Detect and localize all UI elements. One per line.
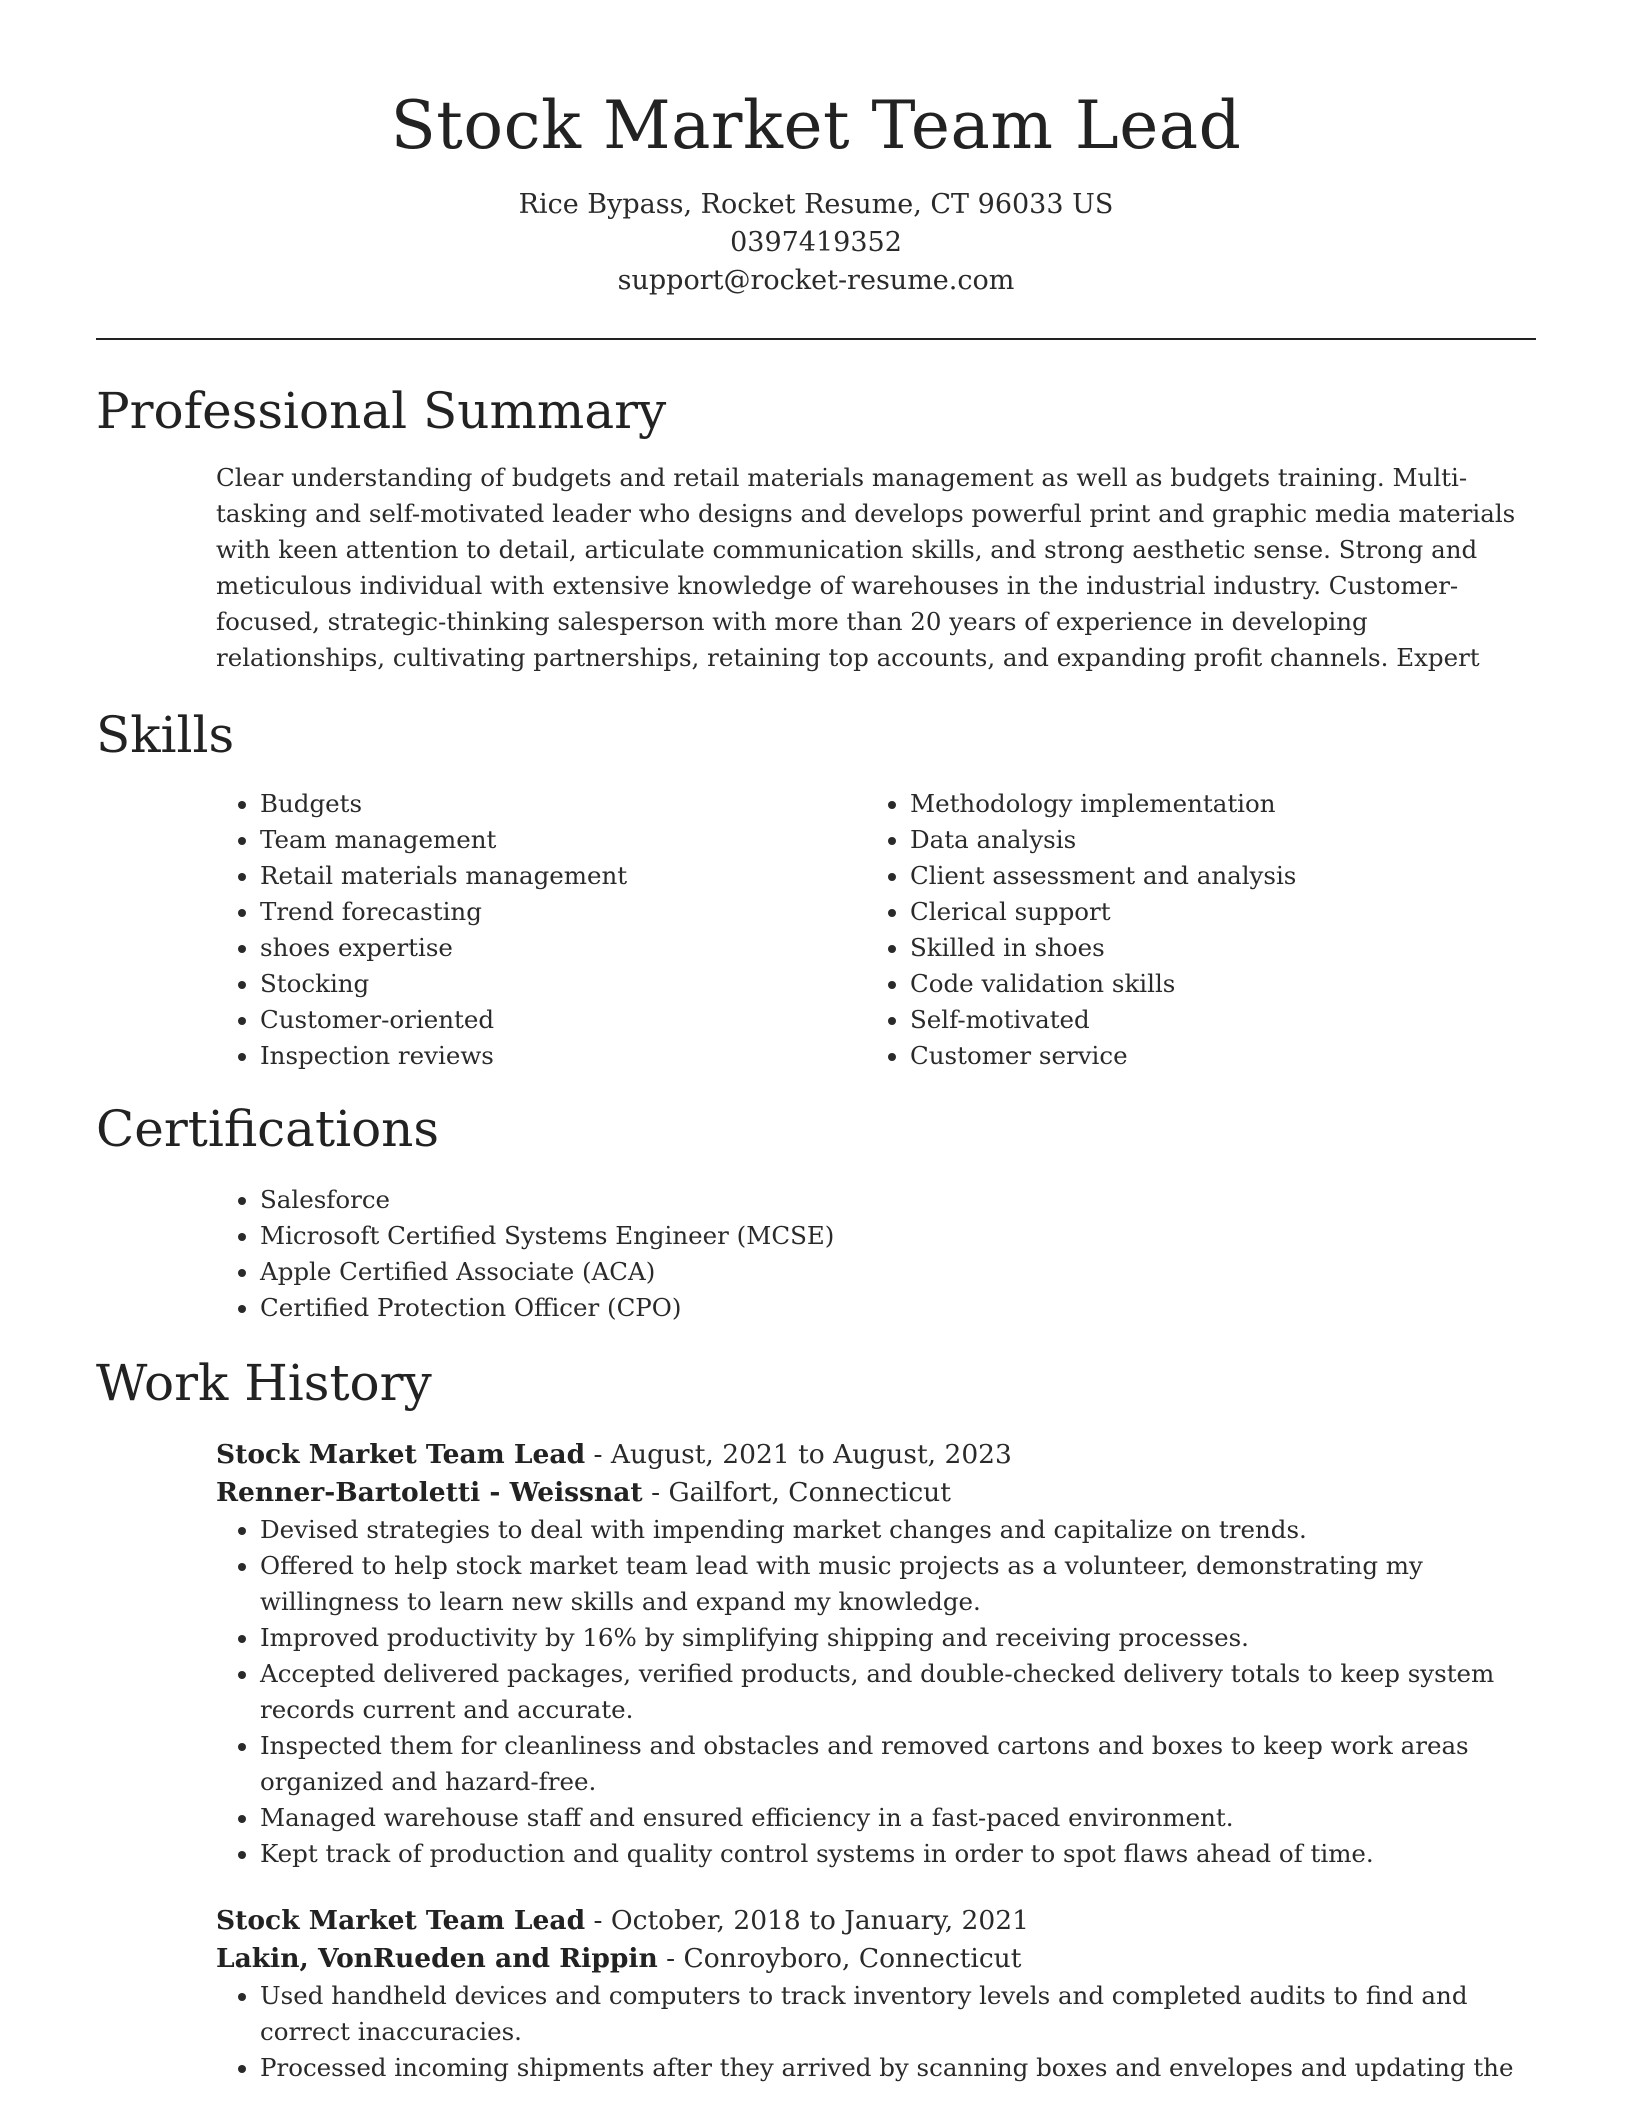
skill-item: • Code validation skills — [910, 966, 1516, 1002]
skill-item: • Stocking — [260, 966, 866, 1002]
job-duties — [216, 1512, 1536, 1872]
phone: 0397419352 — [730, 227, 902, 258]
contact-info — [96, 186, 1536, 300]
job-duty-item: • Kept track of production and quality control systems in order to spot flaws ahead of time. — [260, 1836, 1536, 1872]
certification-item: • Apple Certified Associate (ACA) — [260, 1254, 1536, 1290]
job-title-line — [216, 1436, 1536, 1474]
skills-column-right — [866, 786, 1516, 1074]
job-duty-item: • Improved productivity by 16% by simplifying shipping and receiving processes. — [260, 1620, 1536, 1656]
job-duty-item: • Inspected them for cleanliness and obstacles and removed cartons and boxes to keep work areas organized and hazard-free. — [260, 1728, 1536, 1800]
job-dates: - August, 2021 to August, 2023 — [585, 1439, 1012, 1470]
summary-heading: Professional Summary — [96, 382, 667, 440]
job-title-line — [216, 1902, 1536, 1940]
job-entry — [216, 1436, 1536, 1872]
skill-item: • shoes expertise — [260, 930, 866, 966]
job-company: Lakin, VonRueden and Rippin — [216, 1943, 658, 1974]
skills-column-left — [216, 786, 866, 1074]
skill-item: • Data analysis — [910, 822, 1516, 858]
job-role: Stock Market Team Lead — [216, 1439, 586, 1470]
certifications-heading: Certifications — [96, 1100, 440, 1158]
job-dates: - October, 2018 to January, 2021 — [585, 1905, 1029, 1936]
certification-item: • Microsoft Certified Systems Engineer (MCSE) — [260, 1218, 1536, 1254]
certifications-list — [216, 1182, 1536, 1326]
job-duty-item: • Processed incoming shipments after they arrived by scanning boxes and envelopes and updating the — [260, 2050, 1536, 2086]
skill-item: • Inspection reviews — [260, 1038, 866, 1074]
skill-item: • Skilled in shoes — [910, 930, 1516, 966]
skill-item: • Budgets — [260, 786, 866, 822]
job-duty-item: • Used handheld devices and computers to track inventory levels and completed audits to find and correct inaccuracies. — [260, 1978, 1536, 2050]
job-company-line — [216, 1474, 1536, 1512]
skill-item: • Methodology implementation — [910, 786, 1516, 822]
address: Rice Bypass, Rocket Resume, CT 96033 US — [518, 189, 1114, 220]
skill-item: • Self-motivated — [910, 1002, 1516, 1038]
skill-item: • Team management — [260, 822, 866, 858]
certification-item: • Salesforce — [260, 1182, 1536, 1218]
skills-list — [216, 786, 1536, 1074]
job-role: Stock Market Team Lead — [216, 1905, 586, 1936]
job-company-line — [216, 1940, 1536, 1978]
skill-item: • Retail materials management — [260, 858, 866, 894]
skill-item: • Client assessment and analysis — [910, 858, 1516, 894]
skill-item: • Customer service — [910, 1038, 1516, 1074]
job-duty-item: • Accepted delivered packages, verified products, and double-checked delivery totals to keep system records current and accurate. — [260, 1656, 1536, 1728]
job-location: - Gailfort, Connecticut — [642, 1477, 951, 1508]
skill-item: • Clerical support — [910, 894, 1516, 930]
certification-item: • Certified Protection Officer (CPO) — [260, 1290, 1536, 1326]
job-duties — [216, 1978, 1536, 2086]
job-duty-item: • Devised strategies to deal with impending market changes and capitalize on trends. — [260, 1512, 1536, 1548]
candidate-name: Stock Market Team Lead — [390, 87, 1242, 164]
skill-item: • Customer-oriented — [260, 1002, 866, 1038]
job-location: - Conroyboro, Connecticut — [657, 1943, 1022, 1974]
resume-header — [96, 0, 1536, 300]
job-duty-item: • Offered to help stock market team lead with music projects as a volunteer, demonstrating my willingness to learn new skills and expand my knowledge. — [260, 1548, 1536, 1620]
job-entry — [216, 1902, 1536, 2086]
summary-text: Clear understanding of budgets and retail materials management as well as budgets training. Multi-tasking and self-motivated leader who designs and develops powerful print and graphic media materials with keen attention to detail, articulate communication skills, and strong aesthetic sense. Strong and meticulous individual with extensive knowledge of warehouses in the industrial industry. Customer-focused, strategic-thinking salesperson with more than 20 years of experience in developing relationships, cultivating partnerships, retaining top accounts, and expanding profit channels. Expert — [216, 463, 1516, 672]
email: support@rocket-resume.com — [617, 265, 1015, 296]
header-divider — [96, 338, 1536, 340]
skills-heading: Skills — [96, 706, 235, 764]
job-company: Renner-Bartoletti - Weissnat — [216, 1477, 643, 1508]
job-duty-item: • Managed warehouse staff and ensured efficiency in a fast-paced environment. — [260, 1800, 1536, 1836]
work-history-heading: Work History — [96, 1354, 432, 1412]
skill-item: • Trend forecasting — [260, 894, 866, 930]
